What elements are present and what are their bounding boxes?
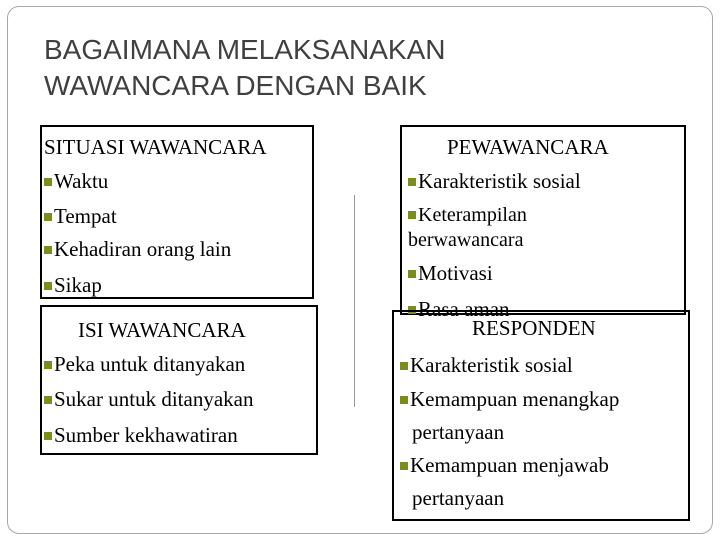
- pewawancara-box: [400, 125, 686, 321]
- list-item: Kemampuan menangkap: [400, 387, 619, 411]
- square-bullet-icon: [44, 246, 52, 254]
- divider-line: [354, 195, 355, 407]
- square-bullet-icon: [408, 211, 416, 219]
- square-bullet-icon: [44, 361, 52, 369]
- list-item: Sukar untuk ditanyakan: [44, 387, 253, 411]
- list-item: Karakteristik sosial: [408, 169, 581, 193]
- square-bullet-icon: [44, 396, 52, 404]
- isi-wawancara-box: [40, 305, 318, 455]
- pewawancara-heading: PEWAWANCARA: [447, 135, 609, 159]
- list-item: Sumber kekhawatiran: [44, 423, 238, 447]
- square-bullet-icon: [400, 396, 408, 404]
- list-item: Rasa aman: [408, 297, 510, 321]
- list-item: Peka untuk ditanyakan: [44, 352, 245, 376]
- responden-box: [392, 310, 690, 521]
- list-item-continuation: pertanyaan: [412, 486, 505, 510]
- list-item: Keterampilan: [408, 203, 527, 227]
- square-bullet-icon: [400, 462, 408, 470]
- list-item: Karakteristik sosial: [400, 353, 573, 377]
- situasi-wawancara-box: [40, 125, 314, 299]
- square-bullet-icon: [408, 178, 416, 186]
- list-item: Waktu: [44, 169, 108, 193]
- square-bullet-icon: [44, 213, 52, 221]
- list-item-continuation: pertanyaan: [412, 420, 505, 444]
- isi-heading: ISI WAWANCARA: [78, 318, 246, 342]
- list-item: Kemampuan menjawab: [400, 453, 609, 477]
- list-item: Motivasi: [408, 261, 493, 285]
- square-bullet-icon: [408, 270, 416, 278]
- slide-title-line-1: BAGAIMANA MELAKSANAKAN: [44, 34, 446, 65]
- list-item-continuation: berwawancara: [408, 229, 524, 251]
- situasi-heading: SITUASI WAWANCARA: [44, 135, 267, 159]
- square-bullet-icon: [44, 432, 52, 440]
- slide-title-line-2: WAWANCARA DENGAN BAIK: [44, 70, 427, 101]
- slide-title: [44, 32, 644, 104]
- list-item: Tempat: [44, 204, 117, 228]
- square-bullet-icon: [44, 178, 52, 186]
- list-item: Kehadiran orang lain: [44, 237, 231, 261]
- list-item: Sikap: [44, 273, 102, 297]
- square-bullet-icon: [44, 282, 52, 290]
- responden-heading: RESPONDEN: [472, 316, 596, 340]
- square-bullet-icon: [400, 362, 408, 370]
